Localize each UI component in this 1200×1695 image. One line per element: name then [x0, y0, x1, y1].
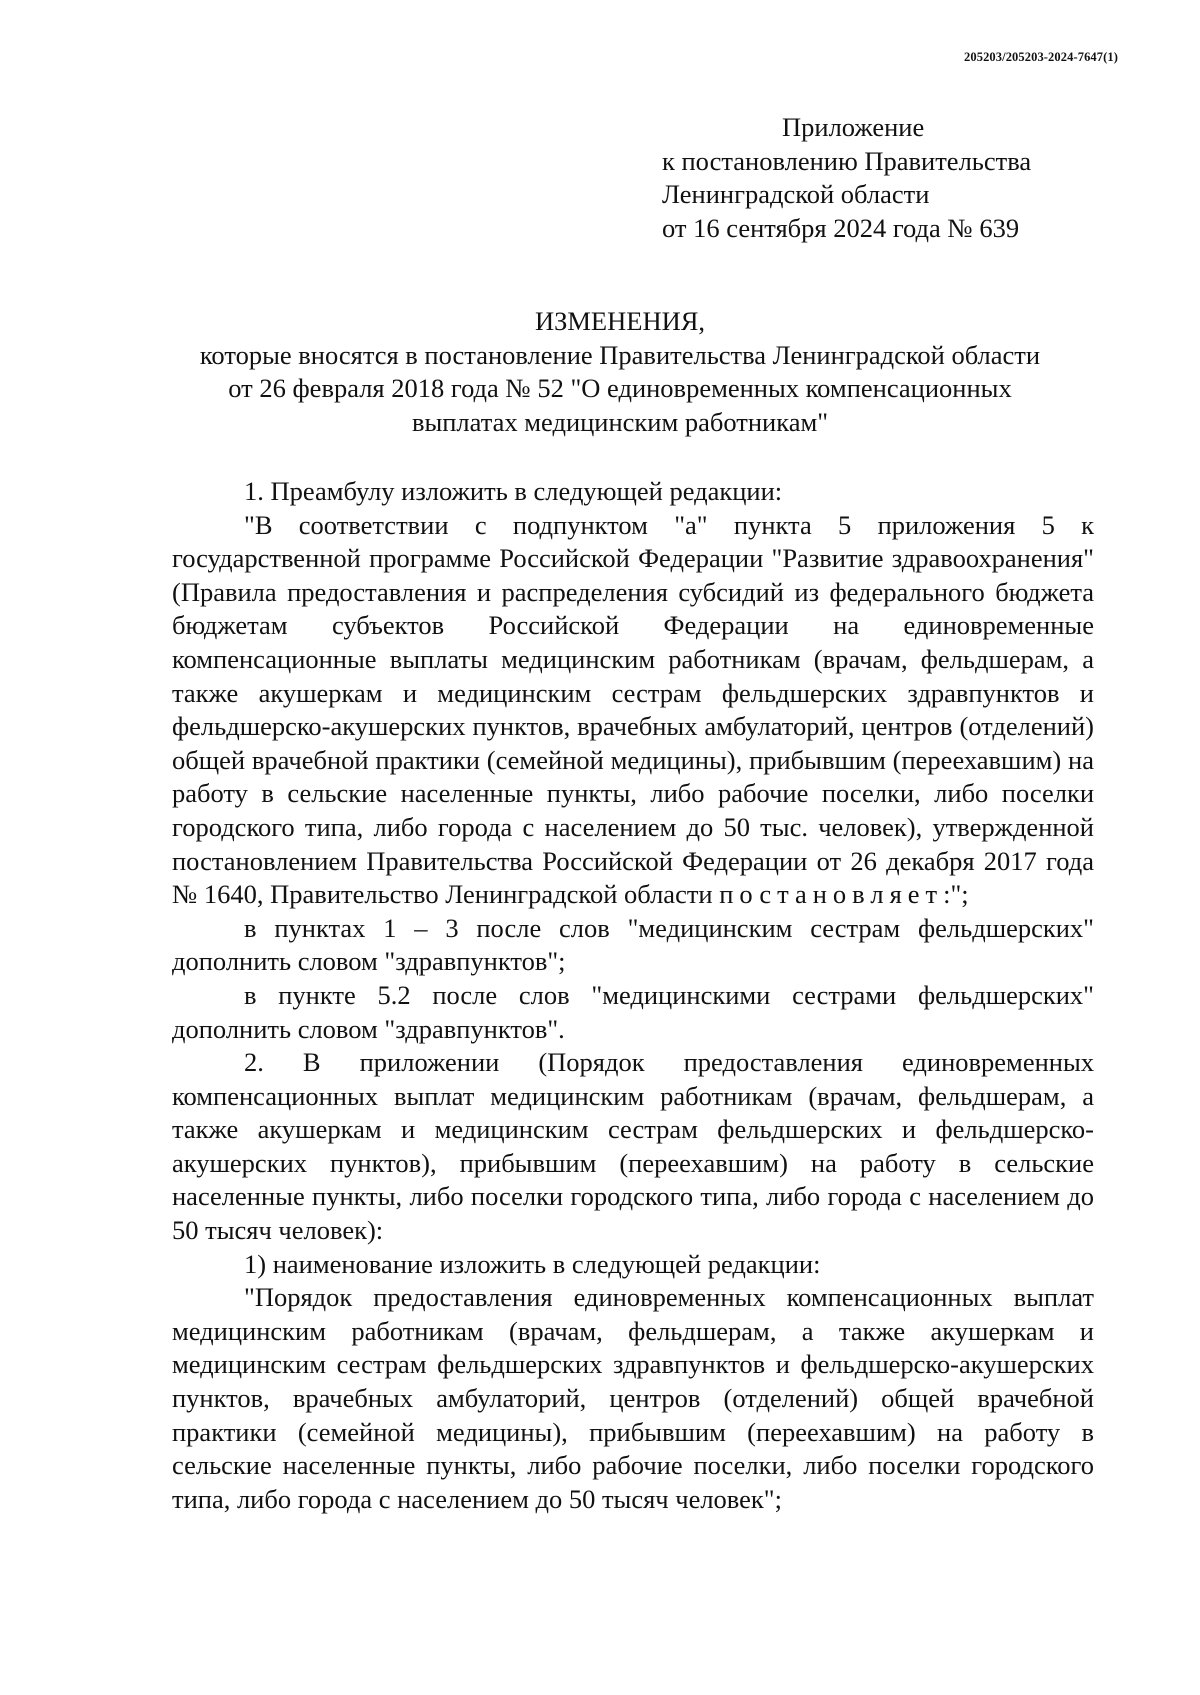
paragraph-3: в пунктах 1 – 3 после слов "медицинским сестрам фельдшерских" дополнить словом "здравпунктов";: [172, 912, 1094, 977]
appendix-date-number: от 16 сентября 2024 года № 639: [662, 212, 1020, 243]
paragraph-2-spaced-word: постановляет: [719, 879, 944, 910]
appendix-block: [662, 111, 1031, 245]
paragraph-2: [172, 509, 1094, 912]
paragraph-2-text: "В соответствии с подпунктом "а" пункта 5 приложения 5 к государственной программе Российской Федерации "Развитие здравоохранения" (Правила предоставления и распределения субсидий из федерального бюджета бюджетам субъектов Российской Федерации на единовременные компенсационные выплаты медицинским работникам (врачам, фельдшерам, а также акушеркам и медицинским сестрам фельдшерских здравпунктов и фельдшерско-акушерских пунктов, врачебных амбулаторий, центров (отделений) общей врачебной практики (семейной медицины), прибывшим (переехавшим) на работу в сельские населенные пункты, либо рабочие поселки, либо поселки городского типа, либо города с населением до 50 тыс. человек), утвержденной постановлением Правительства Российской Федерации от 26 декабря 2017 года № 1640, Правительство Ленинградской области: [172, 509, 1094, 910]
document-id: 205203/205203-2024-7647(1): [964, 50, 1118, 64]
paragraph-7: "Порядок предоставления единовременных компенсационных выплат медицинским работникам (врачам, фельдшерам, а также акушеркам и медицинским сестрам фельдшерских здравпунктов и фельдшерско-акушерских пунктов, врачебных амбулаторий, центров (отделений) общей врачебной практики (семейной медицины), прибывшим (переехавшим) на работу в сельские населенные пункты, либо рабочие поселки, либо поселки городского типа, либо города с населением до 50 тысяч человек";: [172, 1282, 1094, 1514]
paragraph-6: 1) наименование изложить в следующей редакции:: [244, 1248, 821, 1279]
appendix-line-2: к постановлению Правительства: [662, 145, 1032, 176]
document-body: [172, 475, 1094, 1516]
title-line-3: выплатах медицинским работникам": [411, 406, 829, 437]
title-heading: ИЗМЕНЕНИЯ,: [534, 306, 706, 336]
paragraph-1: 1. Преамбулу изложить в следующей редакции:: [244, 476, 783, 506]
document-title: [150, 305, 1090, 439]
appendix-label: Приложение: [782, 112, 925, 142]
paragraph-5: 2. В приложении (Порядок предоставления единовременных компенсационных выплат медицинским работникам (врачам, фельдшерам, а также акушеркам и медицинским сестрам фельдшерских и фельдшерско-акушерских пунктов), прибывшим (переехавшим) на работу в сельские населенные пункты, либо поселки городского типа, либо города с населением до 50 тысяч человек):: [172, 1047, 1094, 1246]
title-line-1: которые вносятся в постановление Правительства Ленинградской области: [199, 339, 1041, 370]
paragraph-2-end: :";: [943, 879, 969, 910]
appendix-line-3: Ленинградской области: [662, 179, 930, 209]
title-line-2: от 26 февраля 2018 года № 52 "О единовременных компенсационных: [228, 373, 1012, 403]
paragraph-4: в пункте 5.2 после слов "медицинскими сестрами фельдшерских" дополнить словом "здравпунктов".: [172, 979, 1094, 1044]
